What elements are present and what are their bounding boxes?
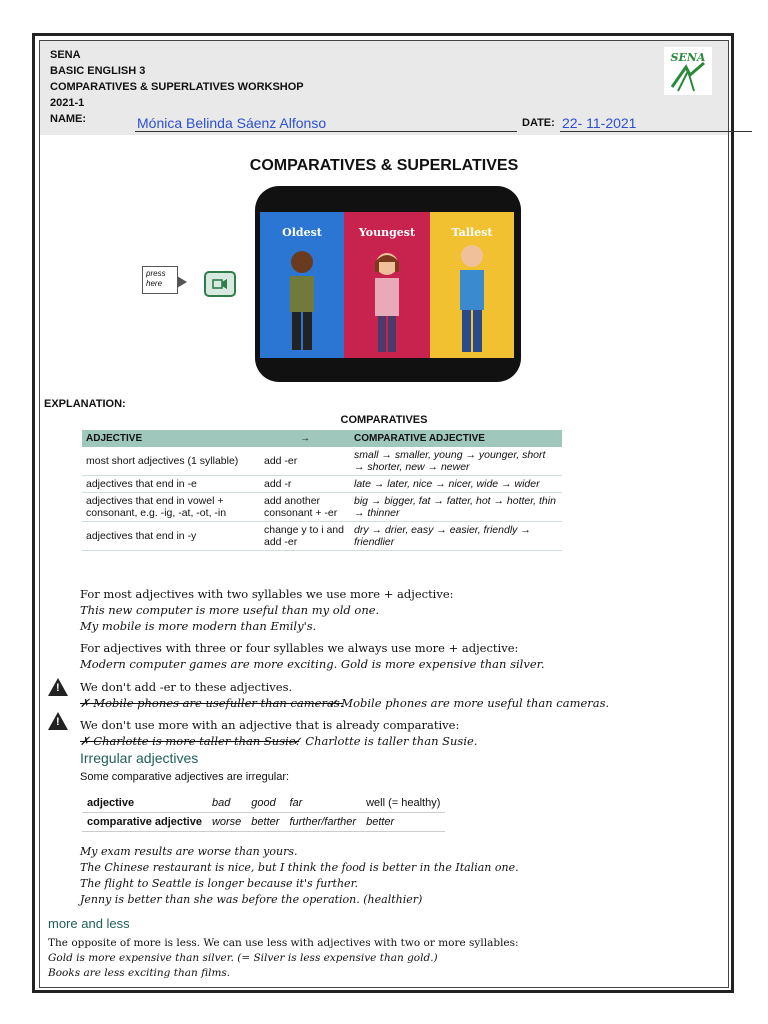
cell-adj: adjectives that end in -e: [82, 476, 260, 493]
warning-no-er: We don't add -er to these adjectives.: [80, 680, 293, 694]
page-title: COMPARATIVES & SUPERLATIVES: [249, 157, 519, 174]
cell-example: dry → drier, easy → easier, friendly → friendlier: [350, 522, 562, 551]
panel-tallest: [430, 212, 514, 358]
irregular-example: The Chinese restaurant is nice, but I think the food is better in the Italian one.: [80, 861, 519, 874]
tall-boy-figure-icon: [452, 240, 492, 356]
cell-rule: add -r: [260, 476, 350, 493]
more-less-line: Books are less exciting than films.: [48, 967, 231, 979]
irregular-example: My exam results are worse than yours.: [80, 845, 298, 858]
document-header: [40, 41, 728, 135]
rule-two-syllables: For most adjectives with two syllables we use more + adjective:: [80, 587, 454, 601]
more-less-line: Gold is more expensive than silver. (= Silver is less expensive than gold.): [48, 952, 438, 964]
table-row: [82, 447, 562, 476]
more-less-line: The opposite of more is less. We can use less with adjectives with two or more syllables:: [48, 937, 519, 949]
camera-glyph-icon: [206, 273, 234, 295]
cell-adj: adjectives that end in vowel + consonant, e.g. -ig, -at, -ot, -in: [82, 493, 260, 522]
table-row: [82, 493, 562, 522]
explanation-label: EXPLANATION:: [44, 398, 126, 410]
warning-icon: !: [48, 712, 68, 730]
table-row: [82, 794, 445, 813]
cell: further/farther: [284, 813, 361, 832]
irregular-example: The flight to Seattle is longer because it's further.: [80, 877, 359, 890]
cell: adjective: [82, 794, 207, 813]
header-line-4: 2021-1: [50, 97, 85, 109]
name-field[interactable]: Mónica Belinda Sáenz Alfonso: [135, 115, 517, 132]
date-label: DATE:: [522, 117, 555, 129]
wrong-example-2: ✗ Charlotte is more taller than Susie.: [80, 734, 300, 748]
cell: comparative adjective: [82, 813, 207, 832]
comparatives-table: [82, 430, 562, 551]
irregular-example: Jenny is better than she was before the operation. (healthier): [80, 893, 423, 906]
cell: better: [246, 813, 284, 832]
wrong-example-1: ✗ Mobile phones are usefuller than cameras.: [80, 696, 344, 710]
col-arrow: →: [260, 430, 350, 447]
header-line-3: COMPARATIVES & SUPERLATIVES WORKSHOP: [50, 81, 304, 93]
video-camera-icon[interactable]: [204, 271, 236, 297]
logo-text: SENA: [670, 51, 706, 64]
girl-figure-icon: [367, 248, 407, 356]
cell: well (= healthy): [361, 794, 445, 813]
cell-rule: change y to i and add -er: [260, 522, 350, 551]
boy-figure-icon: [282, 244, 322, 356]
cell-adj: adjectives that end in -y: [82, 522, 260, 551]
cell: good: [246, 794, 284, 813]
date-field[interactable]: 22- 11-2021: [560, 115, 752, 132]
col-comparative: COMPARATIVE ADJECTIVE: [350, 430, 562, 447]
table-row: [82, 476, 562, 493]
col-adjective: ADJECTIVE: [82, 430, 260, 447]
cell: bad: [207, 794, 246, 813]
example-more-modern: My mobile is more modern than Emily's.: [80, 619, 317, 633]
cell-example: big → bigger, fat → fatter, hot → hotter, thin → thinner: [350, 493, 562, 522]
press-here-callout: press here: [142, 266, 178, 294]
name-label: NAME:: [50, 113, 87, 125]
table-row: [82, 522, 562, 551]
rule-three-syllables: For adjectives with three or four syllables we always use more + adjective:: [80, 641, 519, 655]
cell-example: small → smaller, young → younger, short → shorter, new → newer: [350, 447, 562, 476]
comparatives-heading: COMPARATIVES: [340, 414, 428, 426]
cell: better: [361, 813, 445, 832]
table-row: [82, 813, 445, 832]
cell-adj: most short adjectives (1 syllable): [82, 447, 260, 476]
cell-example: late → later, nice → nicer, wide → wider: [350, 476, 562, 493]
example-more-exciting: Modern computer games are more exciting. Gold is more expensive than silver.: [80, 657, 545, 671]
right-example-1: ✓ Mobile phones are more useful than cameras.: [328, 696, 610, 710]
irregular-table: [82, 794, 445, 832]
table-header-row: [82, 430, 562, 447]
irregular-intro: Some comparative adjectives are irregular:: [80, 771, 290, 783]
panel-label-youngest: Youngest: [358, 226, 416, 239]
video-thumbnail[interactable]: [255, 186, 521, 382]
sena-logo-icon: [664, 47, 712, 95]
panel-oldest: [260, 212, 344, 358]
cell: far: [284, 794, 361, 813]
warning-icon: !: [48, 678, 68, 696]
panel-label-oldest: Oldest: [282, 226, 322, 239]
cell-rule: add -er: [260, 447, 350, 476]
header-line-1: SENA: [50, 49, 81, 61]
example-more-useful: This new computer is more useful than my old one.: [80, 603, 380, 617]
panel-youngest: [344, 212, 430, 358]
callout-arrow: [177, 276, 187, 288]
more-less-heading: more and less: [48, 916, 130, 931]
irregular-heading: Irregular adjectives: [80, 750, 199, 766]
header-line-2: BASIC ENGLISH 3: [50, 65, 146, 77]
panel-label-tallest: Tallest: [451, 226, 493, 239]
right-example-2: ✓ Charlotte is taller than Susie.: [292, 734, 478, 748]
warning-no-more: We don't use more with an adjective that is already comparative:: [80, 718, 460, 732]
cell-rule: add another consonant + -er: [260, 493, 350, 522]
cell: worse: [207, 813, 246, 832]
